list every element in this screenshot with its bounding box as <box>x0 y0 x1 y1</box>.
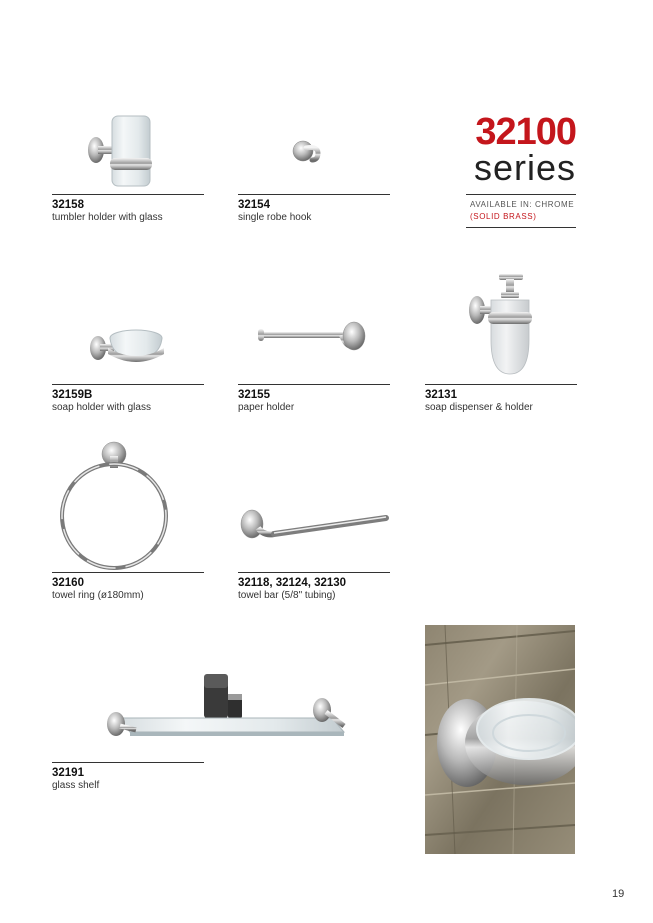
material-note: (SOLID BRASS) <box>470 212 537 221</box>
soap-dispenser-icon <box>425 270 577 382</box>
product-description: soap dispenser & holder <box>425 402 533 413</box>
product-description: tumbler holder with glass <box>52 212 163 223</box>
paper-holder-icon <box>238 312 390 372</box>
series-number: 32100 <box>475 111 576 153</box>
series-rule-top <box>466 194 576 195</box>
soap-holder-icon <box>52 310 204 380</box>
product-description: glass shelf <box>52 780 100 791</box>
robe-hook-icon <box>238 120 390 180</box>
tumbler-holder-icon <box>52 108 204 188</box>
product-code: 32118, 32124, 32130 <box>238 577 347 589</box>
product-code: 32131 <box>425 389 457 401</box>
product-code: 32158 <box>52 199 84 211</box>
product-description: towel bar (5/8" tubing) <box>238 590 336 601</box>
glass-shelf-icon <box>52 668 388 754</box>
product-lifestyle-photo <box>425 625 575 854</box>
product-description: single robe hook <box>238 212 312 223</box>
product-code: 32159B <box>52 389 93 401</box>
product-code: 32160 <box>52 577 84 589</box>
product-code: 32154 <box>238 199 270 211</box>
series-title: series <box>473 147 576 188</box>
product-description: paper holder <box>238 402 295 413</box>
towel-ring-icon <box>52 436 204 570</box>
product-code: 32155 <box>238 389 270 401</box>
page-number: 19 <box>612 888 625 900</box>
product-description: soap holder with glass <box>52 402 151 413</box>
towel-bar-icon <box>238 498 390 558</box>
available-finish: AVAILABLE IN: CHROME <box>470 200 575 209</box>
product-code: 32191 <box>52 767 84 779</box>
product-description: towel ring (ø180mm) <box>52 590 144 601</box>
series-rule-bottom <box>466 227 576 228</box>
